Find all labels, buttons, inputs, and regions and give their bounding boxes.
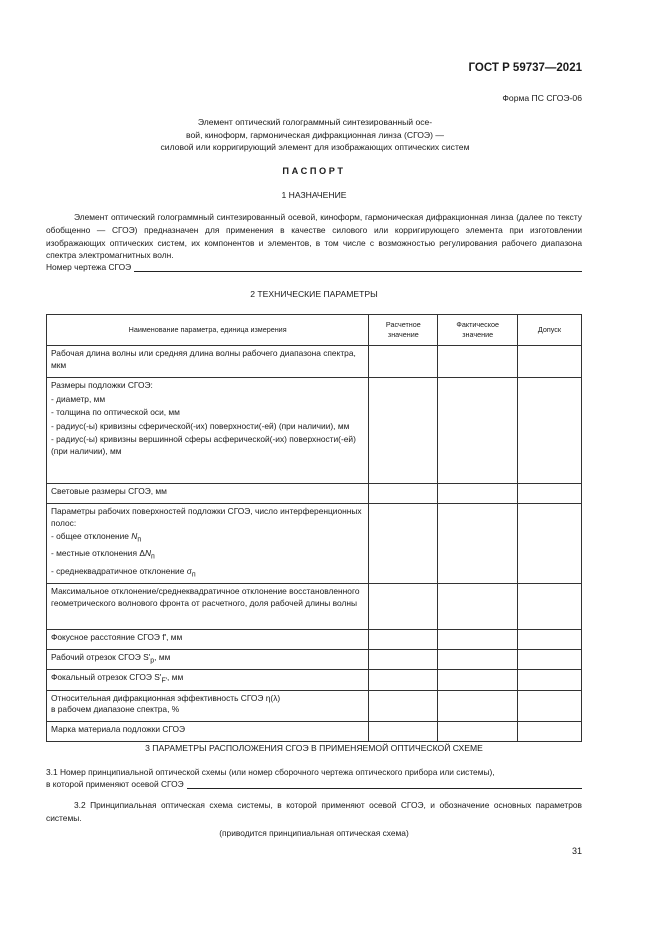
table-row bbox=[47, 346, 582, 378]
product-description-line: вой, киноформ, гармоническая дифракционная линза (СГОЭ) — bbox=[186, 129, 444, 140]
section-2-heading: 2 ТЕХНИЧЕСКИЕ ПАРАМЕТРЫ bbox=[250, 289, 378, 299]
parameter-name: Размеры подложки СГОЭ: - диаметр, мм - толщина по оптической оси, мм - радиус(-ы) кривизны сферической(-их) поверхности(-ей) (при наличии), мм - радиус(-ы) кривизны вершинной сферы асферической(-их) поверхности(-ей) (при наличии), мм bbox=[47, 378, 369, 484]
actual-value-cell[interactable] bbox=[438, 629, 518, 649]
scheme-placeholder-note: (приводится принципиальная оптическая схема) bbox=[219, 828, 409, 838]
section-1-text bbox=[46, 211, 582, 262]
technical-parameters-table bbox=[46, 314, 582, 742]
parameter-name: Фокусное расстояние СГОЭ f', мм bbox=[47, 629, 369, 649]
tolerance-cell[interactable] bbox=[517, 504, 581, 584]
product-description-line: Элемент оптический голограммный синтезированный осе- bbox=[197, 117, 433, 127]
calculated-value-cell[interactable] bbox=[369, 649, 438, 669]
column-header-calculated: Расчетное значение bbox=[369, 315, 438, 346]
tolerance-cell[interactable] bbox=[517, 583, 581, 629]
tolerance-cell[interactable] bbox=[517, 629, 581, 649]
calculated-value-cell[interactable] bbox=[369, 690, 438, 721]
actual-value-cell[interactable] bbox=[438, 504, 518, 584]
calculated-value-cell[interactable] bbox=[369, 504, 438, 584]
scheme-number-field[interactable] bbox=[187, 779, 582, 789]
actual-value-cell[interactable] bbox=[438, 583, 518, 629]
table-row bbox=[47, 484, 582, 504]
parameter-name: Фокальный отрезок СГОЭ $S'_{F'}$, мм bbox=[47, 670, 369, 690]
parameter-name: Рабочий отрезок СГОЭ $S'_р$, мм bbox=[47, 649, 369, 669]
tolerance-cell[interactable] bbox=[517, 690, 581, 721]
tolerance-cell[interactable] bbox=[517, 649, 581, 669]
parameter-name: Параметры рабочих поверхностей подложки СГОЭ, число интерференционных полос: - общее отклонение $N_п$ - местные отклонения $\Delta N_п$ - среднеквадратичное отклонение $\sigma_п$ bbox=[47, 504, 369, 584]
paragraph-3-1: 3.1 Номер принципиальной оптической схемы (или номер сборочного чертежа оптического прибора или системы), bbox=[46, 767, 495, 777]
form-code: Форма ПС СГОЭ-06 bbox=[502, 93, 582, 103]
section-1-heading: 1 НАЗНАЧЕНИЕ bbox=[281, 190, 347, 200]
actual-value-cell[interactable] bbox=[438, 346, 518, 378]
table-header-row bbox=[47, 315, 582, 346]
table-row bbox=[47, 378, 582, 484]
calculated-value-cell[interactable] bbox=[369, 346, 438, 378]
paragraph-3-2: 3.2 Принципиальная оптическая схема системы, в которой применяют осевой СГОЭ, и обозначение основных параметров системы. bbox=[46, 800, 582, 823]
table-row bbox=[47, 690, 582, 721]
purpose-text: Элемент оптический голограммный синтезированный осевой, киноформ, гармоническая дифракционная линза (далее по тексту обобщенно — СГОЭ) предназначен для применения в качестве силового или корригирующего элемента при изготовлении изображающих оптических систем, их компонентов и элементов, в том числе с возможностью регулирования рабочего диапазона спектра электромагнитных волн. bbox=[46, 212, 582, 261]
scheme-number-label: в которой применяют осевой СГОЭ bbox=[46, 779, 184, 789]
actual-value-cell[interactable] bbox=[438, 670, 518, 690]
scheme-number-row bbox=[46, 779, 582, 789]
calculated-value-cell[interactable] bbox=[369, 583, 438, 629]
table-row bbox=[47, 649, 582, 669]
parameter-name: Рабочая длина волны или средняя длина волны рабочего диапазона спектра, мкм bbox=[47, 346, 369, 378]
parameter-name: Световые размеры СГОЭ, мм bbox=[47, 484, 369, 504]
column-header-actual: Фактическое значение bbox=[438, 315, 518, 346]
tolerance-cell[interactable] bbox=[517, 346, 581, 378]
tolerance-cell[interactable] bbox=[517, 378, 581, 484]
product-description-line: силовой или корригирующий элемент для изображающих оптических систем bbox=[160, 142, 470, 153]
page-number: 31 bbox=[571, 846, 582, 856]
column-header-tolerance: Допуск bbox=[517, 315, 581, 346]
calculated-value-cell[interactable] bbox=[369, 629, 438, 649]
actual-value-cell[interactable] bbox=[438, 690, 518, 721]
actual-value-cell[interactable] bbox=[438, 484, 518, 504]
column-header-name: Наименование параметра, единица измерения bbox=[47, 315, 369, 346]
drawing-number-field[interactable] bbox=[134, 262, 582, 272]
section-3-heading: 3 ПАРАМЕТРЫ РАСПОЛОЖЕНИЯ СГОЭ В ПРИМЕНЯЕМОЙ ОПТИЧЕСКОЙ СХЕМЕ bbox=[145, 743, 483, 753]
parameter-name: Максимальное отклонение/среднеквадратичное отклонение восстановленного геометрического волнового фронта от расчетного, доля рабочей длины волны bbox=[47, 583, 369, 629]
tolerance-cell[interactable] bbox=[517, 721, 581, 741]
table-row bbox=[47, 721, 582, 741]
standard-number: ГОСТ Р 59737—2021 bbox=[468, 62, 582, 74]
calculated-value-cell[interactable] bbox=[369, 670, 438, 690]
parameter-name: Относительная дифракционная эффективность СГОЭ η(λ) в рабочем диапазоне спектра, % bbox=[47, 690, 369, 721]
product-description bbox=[100, 116, 530, 154]
table-row bbox=[47, 670, 582, 690]
actual-value-cell[interactable] bbox=[438, 649, 518, 669]
calculated-value-cell[interactable] bbox=[369, 721, 438, 741]
tolerance-cell[interactable] bbox=[517, 670, 581, 690]
actual-value-cell[interactable] bbox=[438, 721, 518, 741]
parameter-name: Марка материала подложки СГОЭ bbox=[47, 721, 369, 741]
drawing-number-row bbox=[46, 262, 582, 272]
actual-value-cell[interactable] bbox=[438, 378, 518, 484]
document-title: ПАСПОРТ bbox=[282, 166, 346, 176]
calculated-value-cell[interactable] bbox=[369, 378, 438, 484]
calculated-value-cell[interactable] bbox=[369, 484, 438, 504]
drawing-number-label: Номер чертежа СГОЭ bbox=[46, 262, 132, 272]
tolerance-cell[interactable] bbox=[517, 484, 581, 504]
table-row bbox=[47, 583, 582, 629]
table-row bbox=[47, 629, 582, 649]
table-row bbox=[47, 504, 582, 584]
